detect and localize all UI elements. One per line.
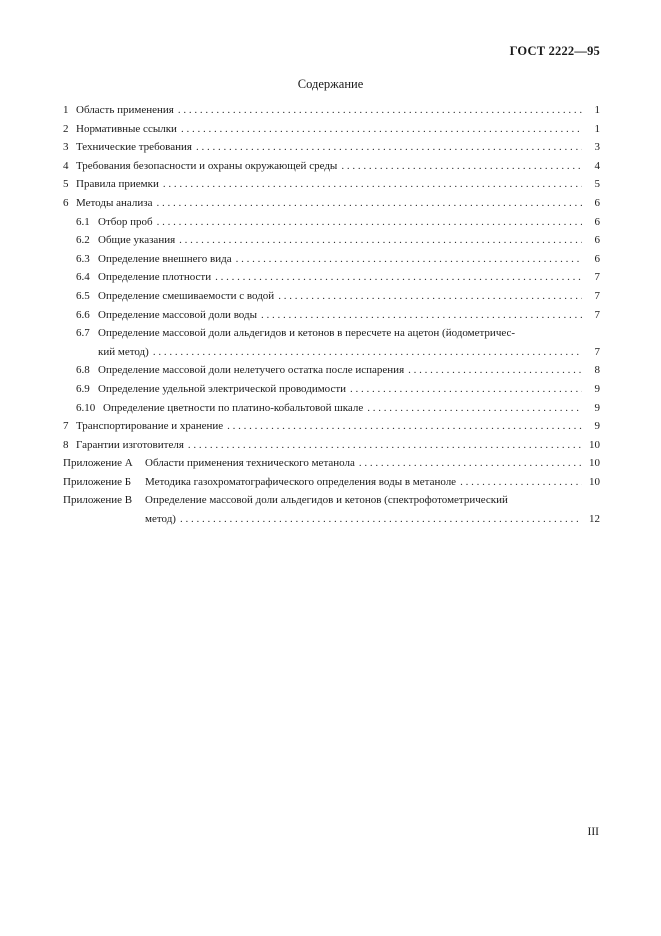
toc-entry-page: 7 (594, 308, 600, 321)
toc-entry-number: 6.4 (76, 271, 90, 284)
toc-entry-title: Определение удельной электрической проводимости (98, 382, 347, 395)
toc-appendix-entry[interactable] (63, 473, 600, 492)
toc-entry-continuation[interactable] (63, 343, 600, 362)
toc-entry-page: 7 (594, 271, 600, 284)
toc-entry[interactable] (63, 399, 600, 418)
toc-entry-number: 7 (63, 420, 69, 433)
toc-entry-page: 1 (594, 122, 600, 135)
toc-entry-title: Определение массовой доли альдегидов и кетонов (спектрофотометрический (145, 494, 508, 507)
toc-appendix-entry[interactable] (63, 491, 600, 510)
toc-entry-number: 5 (63, 178, 69, 191)
toc-entry-number: 6.1 (76, 215, 90, 228)
toc-entry-number: 3 (63, 141, 69, 154)
toc-entry-title-continued: метод) (145, 513, 176, 526)
toc-entry[interactable] (63, 101, 600, 120)
toc-entry-page: 10 (589, 457, 600, 470)
toc-entry-page: 7 (594, 345, 600, 358)
toc-entry-number: 6.5 (76, 289, 90, 302)
dot-leader (181, 120, 582, 139)
toc-entry-page: 9 (594, 401, 600, 414)
dot-leader (178, 101, 582, 120)
toc-entry-title: Общие указания (98, 234, 176, 247)
dot-leader (261, 306, 582, 325)
dot-leader (156, 194, 582, 213)
appendix-label: Приложение Б (63, 475, 132, 488)
toc-entry-page: 10 (589, 475, 600, 488)
toc-entry-page: 7 (594, 289, 600, 302)
toc-entry-number: 6.2 (76, 234, 90, 247)
toc-entry[interactable] (63, 194, 600, 213)
toc-entry[interactable] (63, 287, 600, 306)
toc-entry-number: 6 (63, 196, 69, 209)
toc-entry-number: 4 (63, 159, 69, 172)
toc-entry-page: 12 (589, 513, 600, 526)
toc-entry-page: 9 (594, 420, 600, 433)
toc-entry-number: 8 (63, 438, 69, 451)
toc-entry-title: Определение массовой доли альдегидов и кетонов в пересчете на ацетон (йодометричес- (98, 327, 516, 340)
dot-leader (180, 510, 582, 529)
toc-entry[interactable] (63, 436, 600, 455)
toc-entry-number: 2 (63, 122, 69, 135)
toc-entry-title: Гарантии изготовителя (76, 438, 184, 451)
dot-leader (350, 380, 582, 399)
dot-leader (460, 473, 582, 492)
toc-entry-number: 6.6 (76, 308, 90, 321)
toc-entry-title: Определение смешиваемости с водой (98, 289, 275, 302)
toc-entry-number: 6.8 (76, 364, 90, 377)
toc-entry[interactable] (63, 120, 600, 139)
dot-leader (341, 157, 582, 176)
toc-entry-page: 3 (594, 141, 600, 154)
toc-entry-title: Отбор проб (98, 215, 153, 228)
toc-entry[interactable] (63, 250, 600, 269)
toc-entry[interactable] (63, 361, 600, 380)
toc-entry[interactable] (63, 417, 600, 436)
dot-leader (408, 361, 582, 380)
toc-entry-title: Правила приемки (76, 178, 159, 191)
toc-entry-title: Область применения (76, 104, 174, 116)
toc-entry-title: Нормативные ссылки (76, 122, 177, 135)
toc-entry-number: 6.7 (76, 327, 90, 340)
toc-entry-page: 5 (594, 178, 600, 191)
dot-leader (359, 454, 582, 473)
toc-entry[interactable] (63, 231, 600, 250)
toc-entry-title: Определение массовой доли воды (98, 308, 257, 321)
page-number: III (587, 826, 599, 838)
toc-entry-title-continued: кий метод) (98, 345, 149, 358)
toc-entry-title: Методы анализа (76, 196, 153, 209)
toc-entry-title: Определение массовой доли нелетучего остатка после испарения (98, 364, 405, 377)
appendix-label: Приложение В (63, 494, 133, 507)
dot-leader (236, 250, 582, 269)
toc-entry-page: 4 (594, 159, 600, 172)
toc-entry-title: Области применения технического метанола (145, 457, 355, 470)
toc-entry-title: Определение плотности (98, 271, 212, 284)
dot-leader (153, 343, 582, 362)
toc-entry[interactable] (63, 157, 600, 176)
toc-entry-page: 8 (594, 364, 600, 377)
toc-entry[interactable] (63, 175, 600, 194)
toc-entry[interactable] (63, 306, 600, 325)
toc-entry-number: 1 (63, 104, 69, 116)
toc-entry-page: 6 (594, 215, 600, 228)
dot-leader (215, 268, 582, 287)
toc-entry[interactable] (63, 268, 600, 287)
toc-entry-title: Определение цветности по платино-кобальтовой шкале (103, 401, 364, 414)
toc-entry[interactable] (63, 324, 600, 343)
toc-entry[interactable] (63, 380, 600, 399)
toc-entry-title: Определение внешнего вида (98, 252, 232, 265)
toc-entry-title: Транспортирование и хранение (76, 420, 224, 433)
toc-entry-title: Технические требования (76, 141, 192, 154)
dot-leader (179, 231, 582, 250)
document-code: ГОСТ 2222—95 (509, 44, 600, 58)
toc-entry-number: 6.3 (76, 252, 90, 265)
dot-leader (196, 138, 582, 157)
dot-leader (367, 399, 582, 418)
toc-entry-number: 6.10 (76, 401, 96, 414)
toc-title: Содержание (297, 77, 364, 91)
toc-appendix-entry[interactable] (63, 454, 600, 473)
toc-entry-page: 9 (594, 382, 600, 395)
toc-entry-page: 10 (589, 438, 600, 451)
dot-leader (188, 436, 582, 455)
dot-leader (278, 287, 582, 306)
toc-entry-continuation[interactable] (63, 510, 600, 529)
toc-entry-title: Требования безопасности и охраны окружающей среды (76, 159, 338, 172)
appendix-label: Приложение А (63, 457, 133, 470)
toc-entry-page: 6 (594, 196, 600, 209)
toc-entry-title: Методика газохроматографического определения воды в метаноле (145, 475, 457, 488)
table-of-contents (63, 101, 600, 529)
toc-entry-page: 6 (594, 234, 600, 247)
dot-leader (157, 213, 582, 232)
dot-leader (163, 175, 582, 194)
toc-entry[interactable] (63, 213, 600, 232)
dot-leader (227, 417, 582, 436)
toc-entry-page: 1 (594, 104, 600, 116)
toc-entry[interactable] (63, 138, 600, 157)
toc-entry-number: 6.9 (76, 382, 90, 395)
toc-entry-page: 6 (594, 252, 600, 265)
